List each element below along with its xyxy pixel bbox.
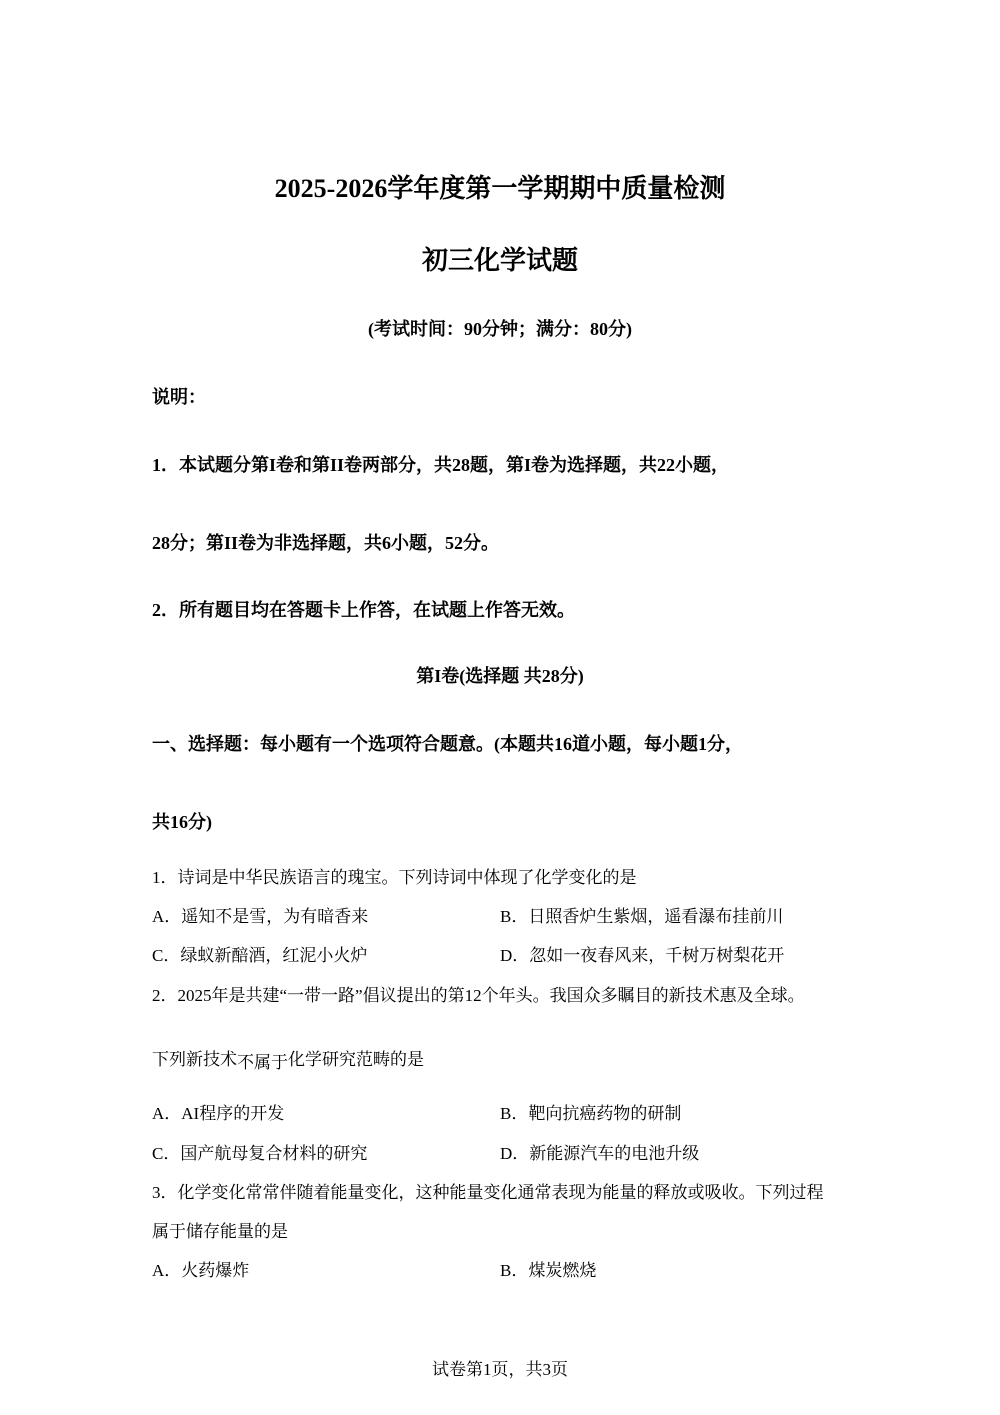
exam-title: 2025-2026学年度第一学期期中质量检测 (274, 174, 726, 203)
note-item-1-line-2: 28分；第II卷为非选择题，共6小题，52分。 (152, 533, 500, 553)
question-2-option-b: B．靶向抗癌药物的研制 (500, 1104, 682, 1123)
question-2-stem-line-2 (152, 1045, 424, 1070)
question-2-option-a: A．AI程序的开发 (152, 1104, 285, 1123)
question-2-option-d: D．新能源汽车的电池升级 (500, 1144, 700, 1163)
section-instruction-line-1: 一、选择题：每小题有一个选项符合题意。(本题共16道小题，每小题1分， (152, 734, 743, 754)
question-3-option-b: B．煤炭燃烧 (500, 1261, 597, 1280)
question-2-stem-suffix: 化学研究范畴的是 (288, 1050, 424, 1069)
question-1-option-a: A．遥知不是雪，为有暗香来 (152, 907, 369, 926)
note-item-2: 2．所有题目均在答题卡上作答，在试题上作答无效。 (152, 600, 575, 620)
section-title: 第I卷(选择题 共28分) (416, 666, 584, 686)
question-2-stem-prefix: 下列新技术 (152, 1050, 237, 1069)
question-2-option-c: C．国产航母复合材料的研究 (152, 1144, 368, 1163)
question-1-option-c: C．绿蚁新醅酒，红泥小火炉 (152, 946, 368, 965)
note-item-1-line-1: 1．本试题分第I卷和第II卷两部分，共28题，第I卷为选择题，共22小题， (152, 455, 730, 475)
question-1-stem: 1．诗词是中华民族语言的瑰宝。下列诗词中体现了化学变化的是 (152, 868, 637, 887)
question-1-option-b: B．日照香炉生紫烟，遥看瀑布挂前川 (500, 907, 784, 926)
question-3-option-a: A．火药爆炸 (152, 1261, 250, 1280)
exam-subtitle: 初三化学试题 (421, 246, 578, 275)
section-instruction-line-2: 共16分) (152, 812, 212, 832)
question-2-emphasis: 不属于 (237, 1053, 288, 1072)
exam-info: (考试时间：90分钟；满分：80分) (368, 319, 632, 339)
question-2-stem-line-1: 2．2025年是共建“一带一路”倡议提出的第12个年头。我国众多瞩目的新技术惠及全球。 (152, 986, 805, 1005)
notes-label: 说明： (152, 387, 206, 407)
page-footer: 试卷第1页，共3页 (432, 1360, 568, 1379)
question-3-stem-line-1: 3．化学变化常常伴随着能量变化，这种能量变化通常表现为能量的释放或吸收。下列过程 (152, 1183, 824, 1202)
question-1-option-d: D．忽如一夜春风来，千树万树梨花开 (500, 946, 785, 965)
question-3-stem-line-2: 属于储存能量的是 (152, 1222, 288, 1241)
